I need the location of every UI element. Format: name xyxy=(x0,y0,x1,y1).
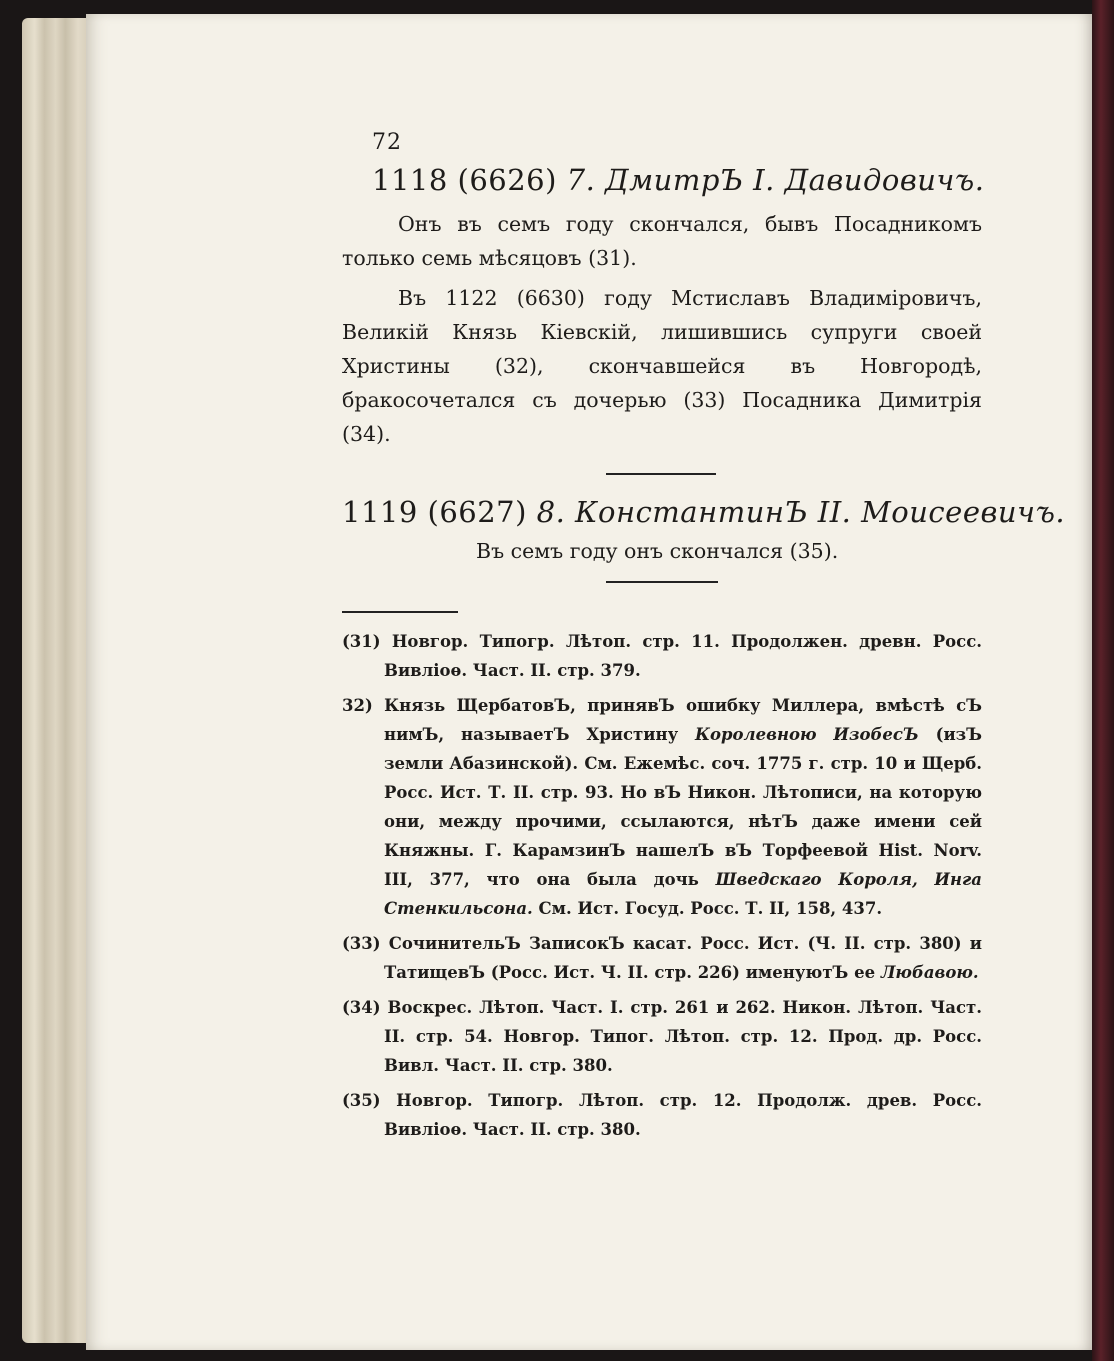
entry-heading-year: 1118 (6626) xyxy=(372,163,557,197)
entry-heading-2 xyxy=(342,495,1066,529)
footnote-33: (33) СочинительЪ ЗаписокЪ касат. Росс. Ист. (Ч. II. стр. 380) и ТатищевЪ (Росс. Ист. Ч. II. стр. 226) именуютЪ ее Любавою. xyxy=(342,934,982,982)
book-page-edges xyxy=(22,18,92,1343)
entry-heading-name: 7. ДмитрЪ I. Давидовичъ. xyxy=(566,163,985,197)
footnote-32: 32) Князь ЩербатовЪ, принявЪ ошибку Миллера, вмѣстѣ сЪ нимЪ, называетЪ Христину Королевною ИзобесЪ (изЪ земли Абазинской). См. Ежемѣс. соч. 1775 г. стр. 10 и Щерб. Росс. Ист. Т. II. стр. 93. Но вЪ Никон. Лѣтописи, на которую они, между прочими, ссылаются, нѣтЪ даже имени сей Княжны. Г. КарамзинЪ нашелЪ вЪ Торфеевой Hist. Norv. III, 377, что она была дочь Шведскаго Короля, Инга Стенкильсона. См. Ист. Госуд. Росс. Т. II, 158, 437. xyxy=(342,696,982,918)
entry-1-paragraph-2: Въ 1122 (6630) году Мстиславъ Владиміровичъ, Великій Князь Кіевскій, лишившись супруги своей Христины (32), скончавшейся въ Новгородѣ, бракосочетался съ дочерью (33) Посадника Димитрія (34). xyxy=(342,286,982,446)
footnote-34: (34) Воскрес. Лѣтоп. Част. I. стр. 261 и 262. Никон. Лѣтоп. Част. II. стр. 54. Новгор. Типог. Лѣтоп. стр. 12. Прод. др. Росс. Вивл. Част. II. стр. 380. xyxy=(342,998,982,1075)
section-divider xyxy=(606,581,718,583)
entry-heading-1 xyxy=(372,163,985,197)
entry-heading-year: 1119 (6627) xyxy=(342,495,527,529)
footnote-31: (31) Новгор. Типогр. Лѣтоп. стр. 11. Продолжен. древн. Росс. Вивліоѳ. Част. II. стр. 379. xyxy=(342,632,982,680)
footnote-35: (35) Новгор. Типогр. Лѣтоп. стр. 12. Продолж. древ. Росс. Вивліоѳ. Част. II. стр. 380. xyxy=(342,1091,982,1139)
entry-heading-name: 8. КонстантинЪ II. Моисеевичъ. xyxy=(536,495,1066,529)
entry-2-paragraph-1: Въ семъ году онъ скончался (35). xyxy=(476,539,839,563)
entry-1-paragraph-1: Онъ въ семъ году скончался, бывъ Посадникомъ только семь мѣсяцовъ (31). xyxy=(342,212,982,270)
facing-page-edge xyxy=(1092,0,1114,1361)
footnote-separator xyxy=(342,611,458,613)
page-content xyxy=(256,130,1066,1150)
footnotes xyxy=(256,627,982,1144)
section-divider xyxy=(606,473,716,475)
page-number: 72 xyxy=(372,130,402,155)
